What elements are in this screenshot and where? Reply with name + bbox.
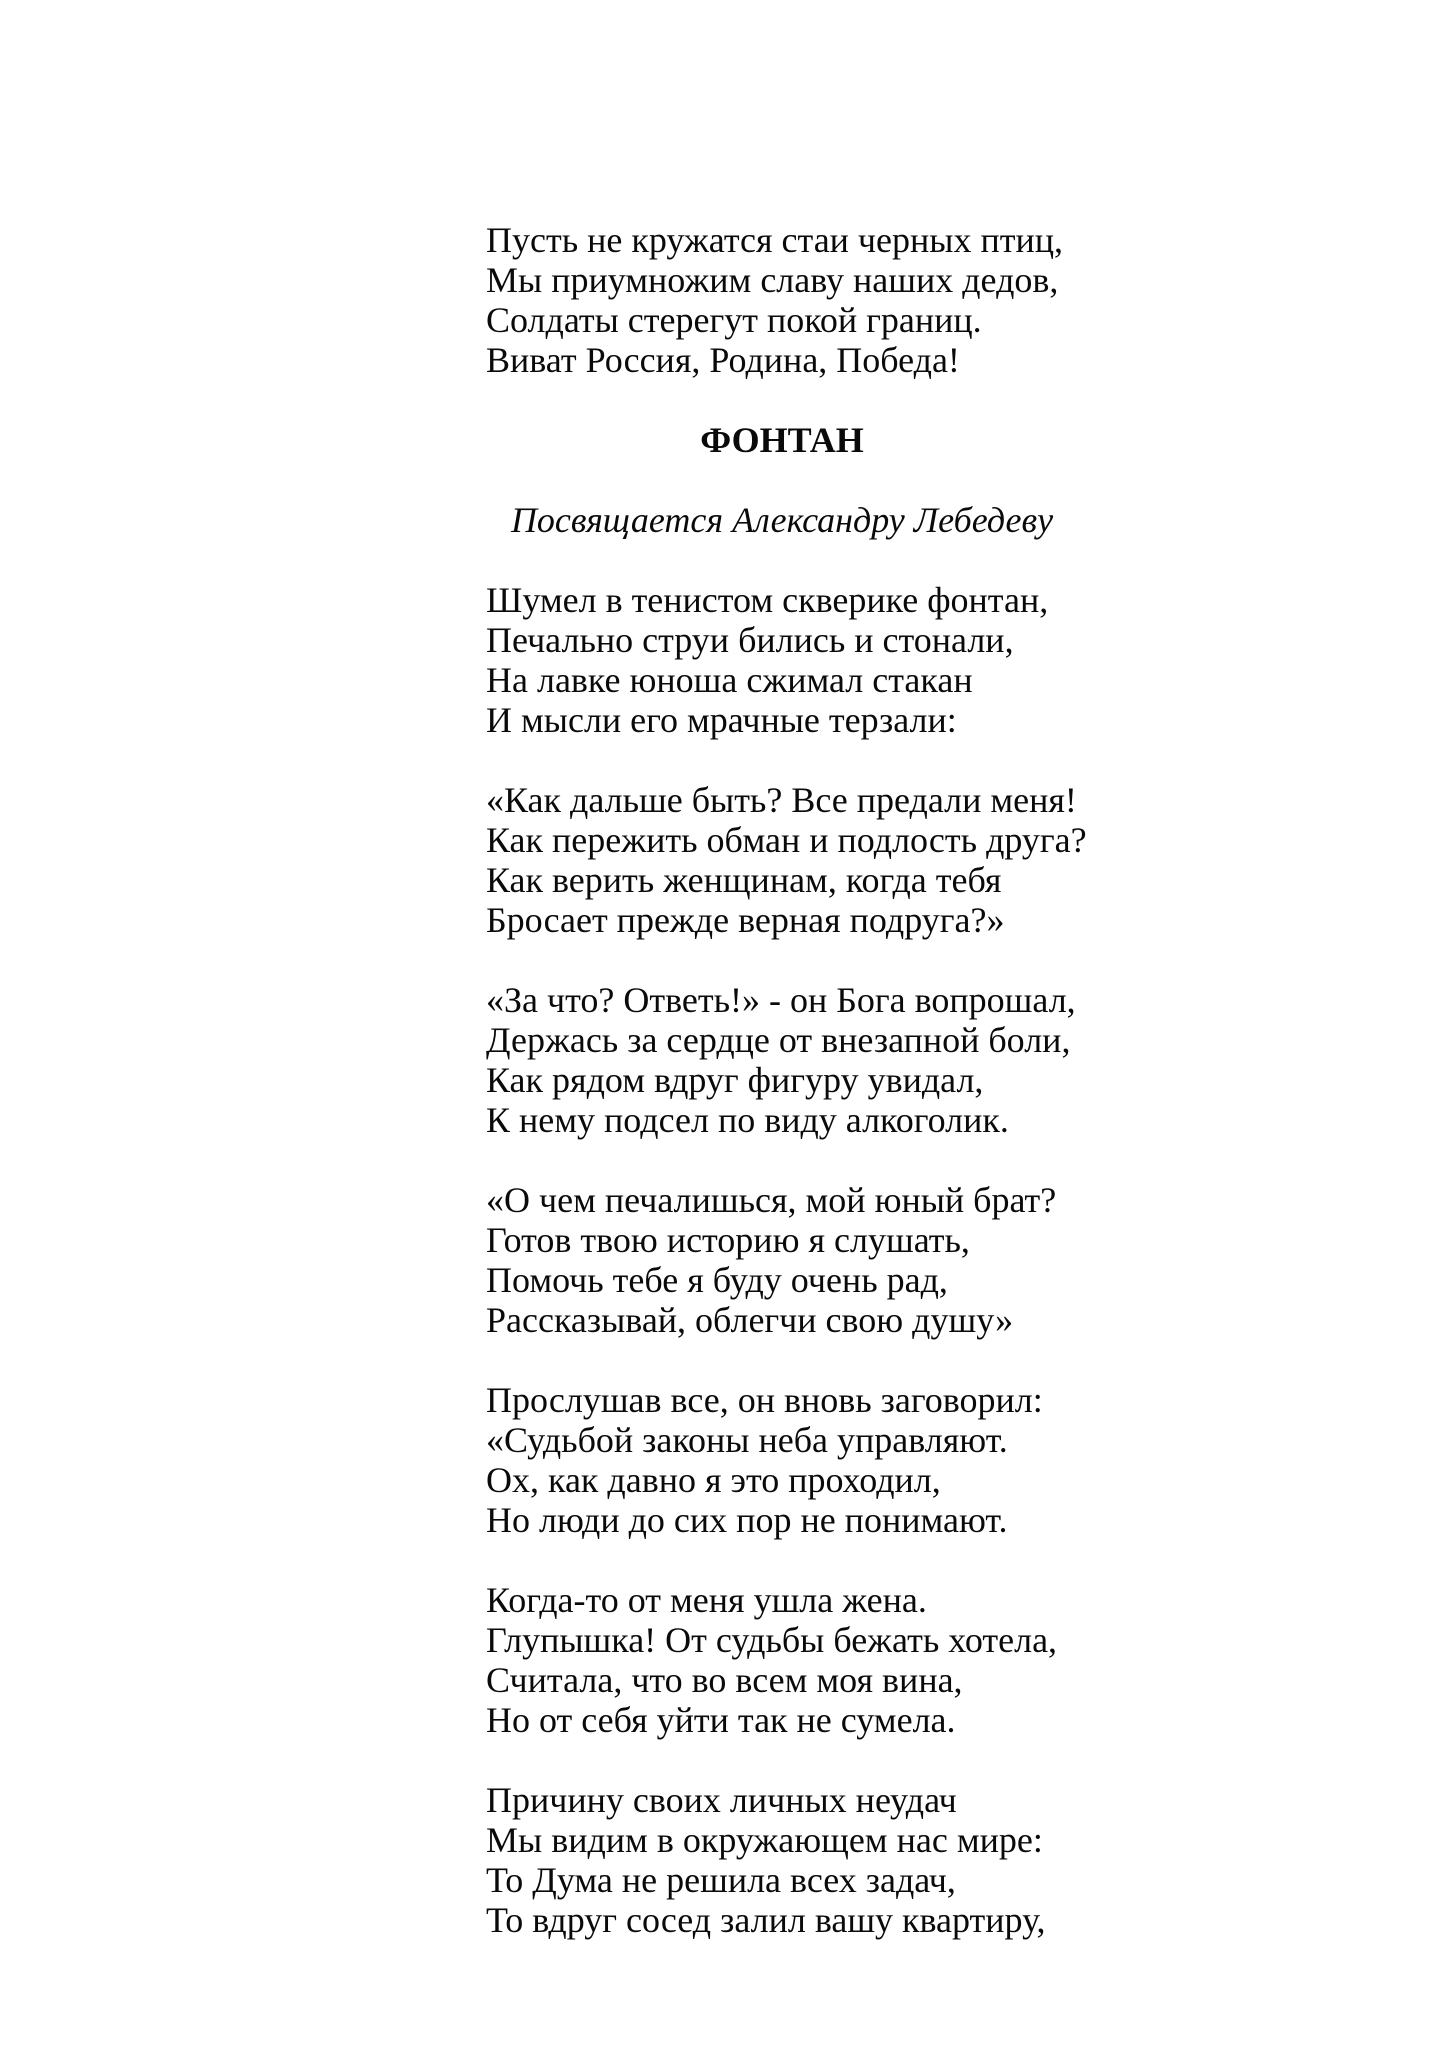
poem-line: «О чем печалишься, мой юный брат? [486, 1180, 1057, 1220]
poem-line: Шумел в тенистом скверике фонтан, [486, 580, 1049, 620]
poem-line: Помочь тебе я буду очень рад, [486, 1260, 948, 1300]
poem-line: Готов твою историю я слушать, [486, 1220, 970, 1260]
poem-line: Мы видим в окружающем нас мире: [486, 1820, 1043, 1860]
poem-line: Причину своих личных неудач [486, 1780, 957, 1820]
poem-line: Но люди до сих пор не понимают. [486, 1500, 1008, 1540]
poem-line: Считала, что во всем моя вина, [486, 1660, 963, 1700]
poem-line: Мы приумножим славу наших дедов, [486, 260, 1059, 300]
stanza-2 [486, 780, 1087, 940]
poem-line: Прослушав все, он вновь заговорил: [486, 1380, 1043, 1420]
stanza-5 [486, 1380, 1078, 1540]
poem-line: Как рядом вдруг фигуру увидал, [486, 1060, 984, 1100]
stanza-6 [486, 1580, 1078, 1740]
poem-line: На лавке юноша сжимал стакан [486, 660, 973, 700]
stanza-7 [486, 1780, 1078, 1940]
stanza-1 [486, 580, 1078, 740]
poem-line: Бросает прежде верная подруга?» [486, 900, 1005, 940]
poem-line: «Как дальше быть? Все предали меня! [486, 780, 1077, 820]
poem-line: Как верить женщинам, когда тебя [486, 860, 1002, 900]
poem-line: Ох, как давно я это проходил, [486, 1460, 941, 1500]
poem-line: Виват Россия, Родина, Победа! [486, 340, 960, 380]
poem-line: Пусть не кружатся стаи черных птиц, [486, 220, 1064, 260]
poem-line: К нему подсел по виду алкоголик. [486, 1100, 1009, 1140]
poem-line: «Судьбой законы неба управляют. [486, 1420, 1008, 1460]
stanza-4 [486, 1180, 1078, 1340]
poem-line: Печально струи бились и стонали, [486, 620, 1014, 660]
poem-line: То Дума не решила всех задач, [486, 1860, 956, 1900]
poem-text-column [486, 220, 1087, 1980]
poem-line: Глупышка! От судьбы бежать хотела, [486, 1620, 1058, 1660]
poem-line: Но от себя уйти так не сумела. [486, 1700, 956, 1740]
poem-line: Как пережить обман и подлость друга? [486, 820, 1087, 860]
stanza-3 [486, 980, 1078, 1140]
intro-stanza [486, 220, 1078, 380]
poem-title: ФОНТАН [700, 420, 864, 460]
poem-dedication: Посвящается Александру Лебедеву [510, 500, 1054, 540]
poem-line: Рассказывай, облегчи свою душу» [486, 1300, 1014, 1340]
poem-line: То вдруг сосед залил вашу квартиру, [486, 1900, 1046, 1940]
poem-line: Когда-то от меня ушла жена. [486, 1580, 927, 1620]
poem-line: Держась за сердце от внезапной боли, [486, 1020, 1071, 1060]
poem-line: «За что? Ответь!» - он Бога вопрошал, [486, 980, 1076, 1020]
poem-line: И мысли его мрачные терзали: [486, 700, 957, 740]
poem-line: Солдаты стерегут покой границ. [486, 300, 982, 340]
